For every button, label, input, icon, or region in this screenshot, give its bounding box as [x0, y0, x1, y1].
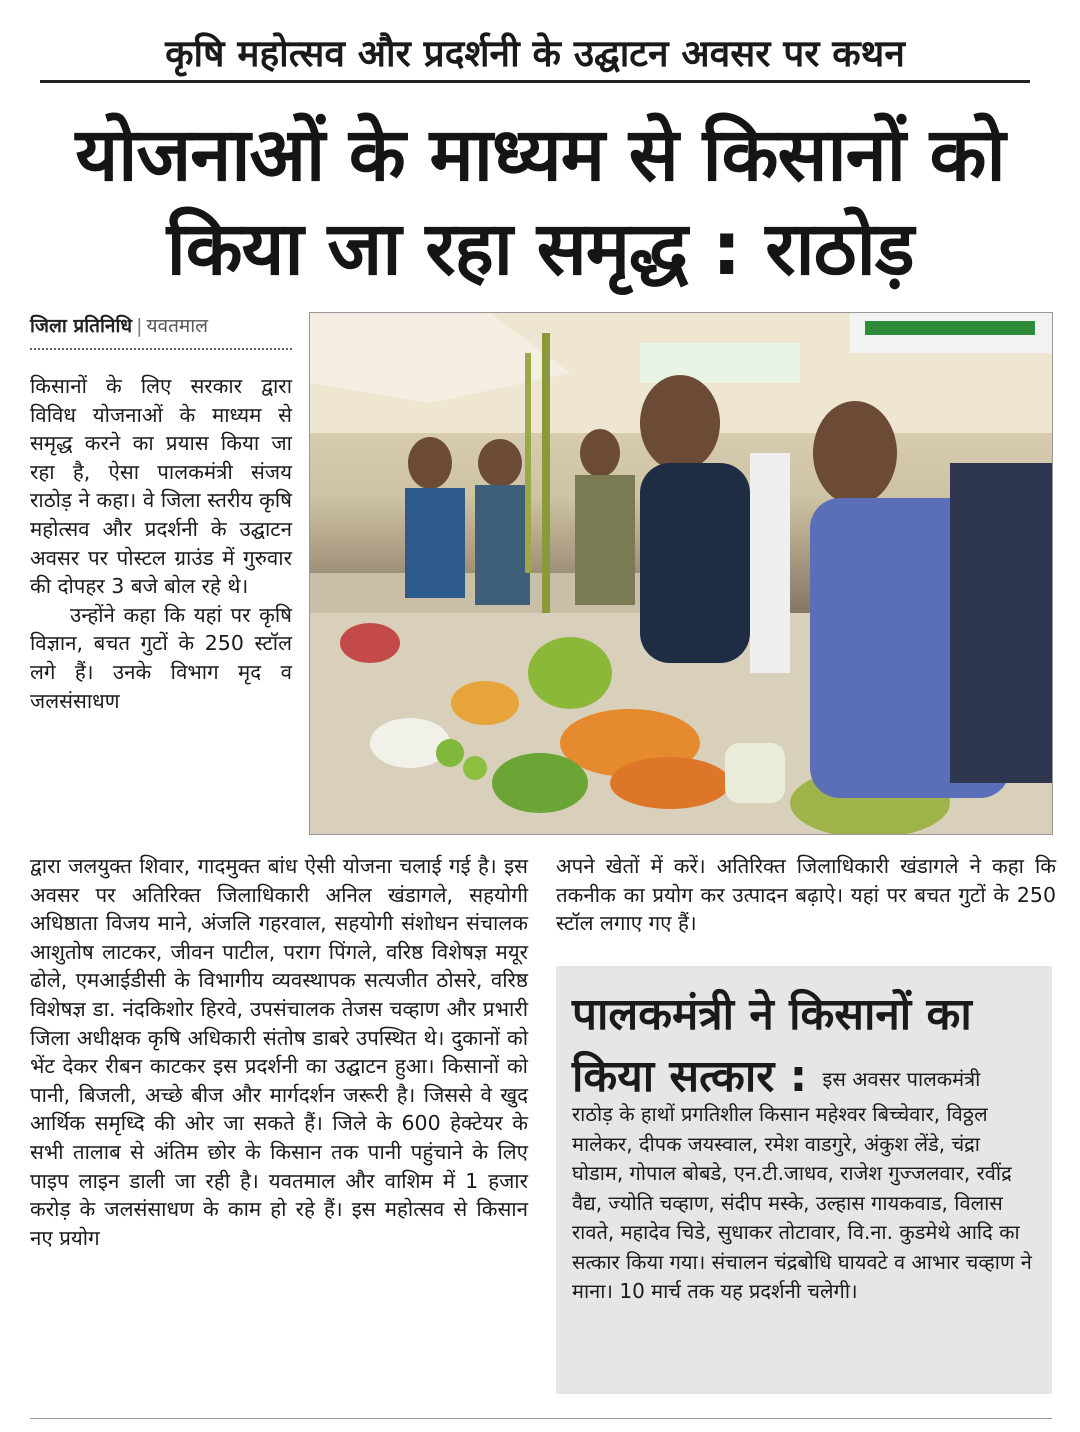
photo-illustration	[310, 313, 1052, 834]
box-title-colon: :	[789, 1051, 808, 1102]
headline-line-2: किया जा रहा समृद्ध : राठोड़	[166, 206, 914, 292]
box-title	[572, 984, 1042, 1110]
article-headline	[30, 108, 1050, 296]
byline-separator: |	[136, 315, 143, 337]
article-column-3: अपने खेतों में करें। अतिरिक्त जिलाधिकारी खंडागले ने कहा कि तकनीक का प्रयोग कर उत्पादन बढ़ाऐ। यहां पर बचत गुटों के 250 स्टॉल लगाए गए हैं।	[556, 854, 1056, 936]
paragraph-2: उन्होंने कहा कि यहां पर कृषि विज्ञान, बचत गुटों के 250 स्टॉल लगे हैं। उनके विभाग मृद व जलसंसाधण	[30, 602, 292, 713]
kicker-underline	[40, 80, 1030, 83]
box-lead: इस अवसर पालकमंत्री	[822, 1067, 981, 1091]
byline	[30, 312, 208, 338]
sidebar-box	[556, 966, 1052, 1394]
page-bottom-rule	[30, 1418, 1052, 1419]
article-kicker: कृषि महोत्सव और प्रदर्शनी के उद्घाटन अवसर पर कथन	[165, 32, 905, 75]
box-body: राठोड़ के हाथों प्रगतिशील किसान महेश्वर बिच्चेवार, विठ्ठल मालेकर, दीपक जयस्वाल, रमेश वाडगुरे, अंकुश लेंडे, चंद्रा घोडाम, गोपाल बोबडे, एन.टी.जाधव, राजेश गुज्जलवार, रवींद्र वैद्य, ज्योति चव्हाण, संदीप मस्के, उल्हास गायकवाड, विलास रावते, महादेव चिडे, सुधाकर तोटावार, वि.ना. कुडमेथे आदि का सत्कार किया गया। संचालन चंद्रबोधि घायवटे व आभार चव्हाण ने माना। 10 मार्च तक यह प्रदर्शनी चलेगी।	[572, 1102, 1032, 1303]
box-title-line-2-text: किया सत्कार	[572, 1051, 775, 1102]
news-photo	[309, 312, 1053, 835]
paragraph-1: किसानों के लिए सरकार द्वारा विविध योजनाओं के माध्यम से समृद्ध करने का प्रयास किया जा रहा है, ऐसा पालकमंत्री संजय राठोड़ ने कहा। वे जिला स्तरीय कृषि महोत्सव और प्रदर्शनी के उद्घाटन अवसर पर पोस्टल ग्राउंड में गुरुवार की दोपहर 3 बजे बोल रहे थे।	[30, 374, 292, 599]
headline-line-1: योजनाओं के माध्यम से किसानों को	[75, 112, 1005, 198]
article-column-1	[30, 372, 292, 715]
article-column-2: द्वारा जलयुक्त शिवार, गादमुक्त बांध ऐसी योजना चलाई गई है। इस अवसर पर अतिरिक्त जिलाधिकारी अनिल खंडागले, सहयोगी अधिष्ठाता विजय माने, अंजलि गहरवाल, सहयोगी संशोधन संचालक आशुतोष लाटकर, जीवन पाटील, पराग पिंगले, वरिष्ठ विशेषज्ञ मयूर ढोले, एमआईडीसी के विभागीय व्यवस्थापक सत्यजीत ठोसरे, वरिष्ठ विशेषज्ञ डा. नंदकिशोर हिरवे, उपसंचालक तेजस चव्हाण और प्रभारी जिला अधीक्षक कृषि अधिकारी संतोष डाबरे उपस्थित थे। दुकानों को भेंट देकर रीबन काटकर इस प्रदर्शनी का उद्घाटन हुआ। किसानों को पानी, बिजली, अच्छे बीज और मार्गदर्शन जरूरी है। जिससे वे खुद आर्थिक समृध्दि की ओर जा सकते हैं। जिले के 600 हेक्टेयर के सभी तालाब से अंतिम छोर के किसान तक पानी पहुंचाने के लिए पाइप लाइन डाली जा रही है। यवतमाल और वाशिम में 1 हजार करोड़ के जलसंसाधण के काम हो रहे हैं। इस महोत्सव से किसान नए प्रयोग	[30, 854, 528, 1250]
byline-divider	[30, 348, 292, 350]
byline-place: यवतमाल	[146, 315, 209, 337]
box-title-line-1: पालकमंत्री ने किसानों का	[572, 989, 972, 1040]
byline-role: जिला प्रतिनिधि	[30, 315, 133, 337]
